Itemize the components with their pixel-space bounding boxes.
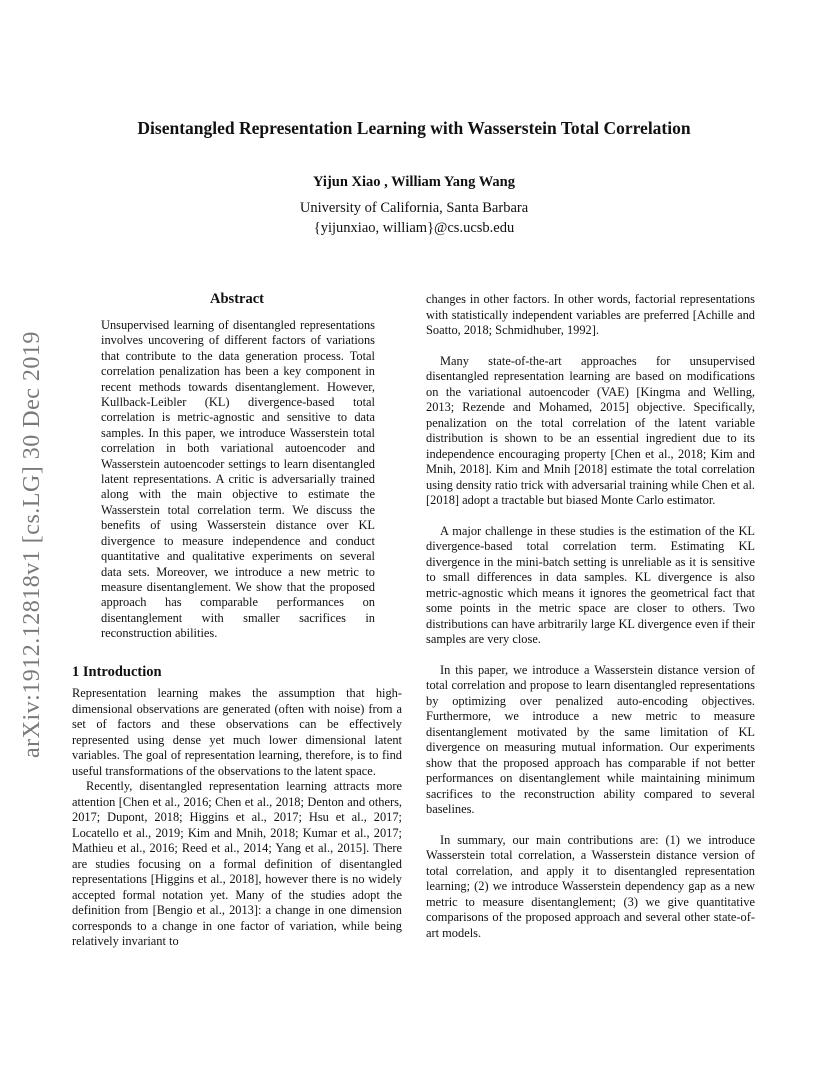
abstract-heading: Abstract [210,291,264,307]
section-heading-introduction: 1 Introduction [72,664,162,680]
intro-paragraph-6: In this paper, we introduce a Wasserstein distance version of total correlation and propose to learn disentangled representations by optimizing over penalized auto-encoding objectives. Furthermore, we introduce a new metric to measure disentanglement motivated by the same limitation of KL divergence on measuring mutual information. Our experiments show that the proposed approach has comparable if not better performances on disentanglement while maintaining minimum sacrifices to the reconstruction ability compared to several baselines. [426,662,755,816]
affiliation-block [0,198,828,238]
intro-paragraph-2: Recently, disentangled representation learning attracts more attention [Chen et al., 2016; Chen et al., 2018; Denton and others, 2017; Dupont, 2018; Higgins et al., 2017; Hsu et al., 2017; Locatello et al., 2019; Kim and Mnih, 2018; Kumar et al., 2017; Mathieu et al., 2016; Reed et al., 2014; Yang et al., 2015]. There are studies focusing on a formal definition of disentangled representations [Higgins et al., 2018], however there is no widely accepted formal notation yet. Many of the studies adopt the definition from [Bengio et al., 2013]: a change in one dimension corresponds to a change in one factor of variation, while being relatively invariant to [72,779,402,948]
intro-paragraph-5: A major challenge in these studies is the estimation of the KL divergence-based total correlation term. Estimating KL divergence in the mini-batch setting is unreliable as it is sensitive to small differences in data samples. KL divergence is also metric-agnostic which means it ignores the geometrical fact that some points in the metric space are closer to others. Two distributions can have arbitrarily large KL divergence even if their samples are very close. [426,523,755,646]
authors: Yijun Xiao , William Yang Wang [313,174,515,190]
intro-paragraph-1: Representation learning makes the assumption that high-dimensional observations are generated (often with noise) from a set of factors and these observations can be effectively represented using dense yet much lower dimensional latent variables. The goal of representation learning, therefore, is to find useful transformations of the observations to the latent space. [72,686,402,778]
arxiv-stamp: arXiv:1912.12818v1 [cs.LG] 30 Dec 2019 [19,331,45,758]
intro-paragraph-7: In summary, our main contributions are: (1) we introduce Wasserstein total correlation, a Wasserstein distance version of total correlation, and apply it to disentangled representation learning; (2) we introduce Wasserstein dependency gap as a new metric to measure disentanglement; (3) we give quantitative comparisons of the proposed approach and several other state-of-art models. [426,832,755,940]
paper-title: Disentangled Representation Learning with Wasserstein Total Correlation [137,118,691,138]
intro-paragraph-4: Many state-of-the-art approaches for unsupervised disentangled representation learning are based on modifications on the variational autoencoder (VAE) [Kingma and Welling, 2013; Rezende and Mohamed, 2015] objective. Specifically, penalization on the total correlation of the latent variable distribution is shown to be an essential ingredient due to its independence encouraging property [Chen et al., 2018; Kim and Mnih, 2018]. Kim and Mnih [2018] estimate the total correlation using density ratio trick with adversarial training while Chen et al. [2018] adopt a tractable but biased Monte Carlo estimator. [426,353,755,507]
email: {yijunxiao, william}@cs.ucsb.edu [313,220,515,236]
right-column-body [426,292,755,941]
abstract-text: Unsupervised learning of disentangled representations involves uncovering of different factors of variations that contribute to the data generation process. Total correlation penalization has been a key component in recent methods towards disentanglement. However, Kullback-Leibler (KL) divergence-based total correlation is metric-agnostic and sensitive to data samples. In this paper, we introduce Wasserstein total correlation in both variational autoencoder and Wasserstein autoencoder settings to learn disentangled latent representations. A critic is adversarially trained along with the main objective to estimate the Wasserstein total correlation term. We discuss the benefits of using Wasserstein distance over KL divergence to measure independence and conduct quantitative and qualitative experiments on several data sets. Moreover, we introduce a new metric to measure disentanglement. We show that the proposed approach has comparable performances on disentanglement with smaller sacrifices in reconstruction abilities. [101,318,375,641]
left-column-body [72,686,402,950]
affiliation: University of California, Santa Barbara [299,200,529,216]
intro-paragraph-3: changes in other factors. In other words, factorial representations with statistically independent variables are preferred [Achille and Soatto, 2018; Schmidhuber, 1992]. [426,292,755,337]
